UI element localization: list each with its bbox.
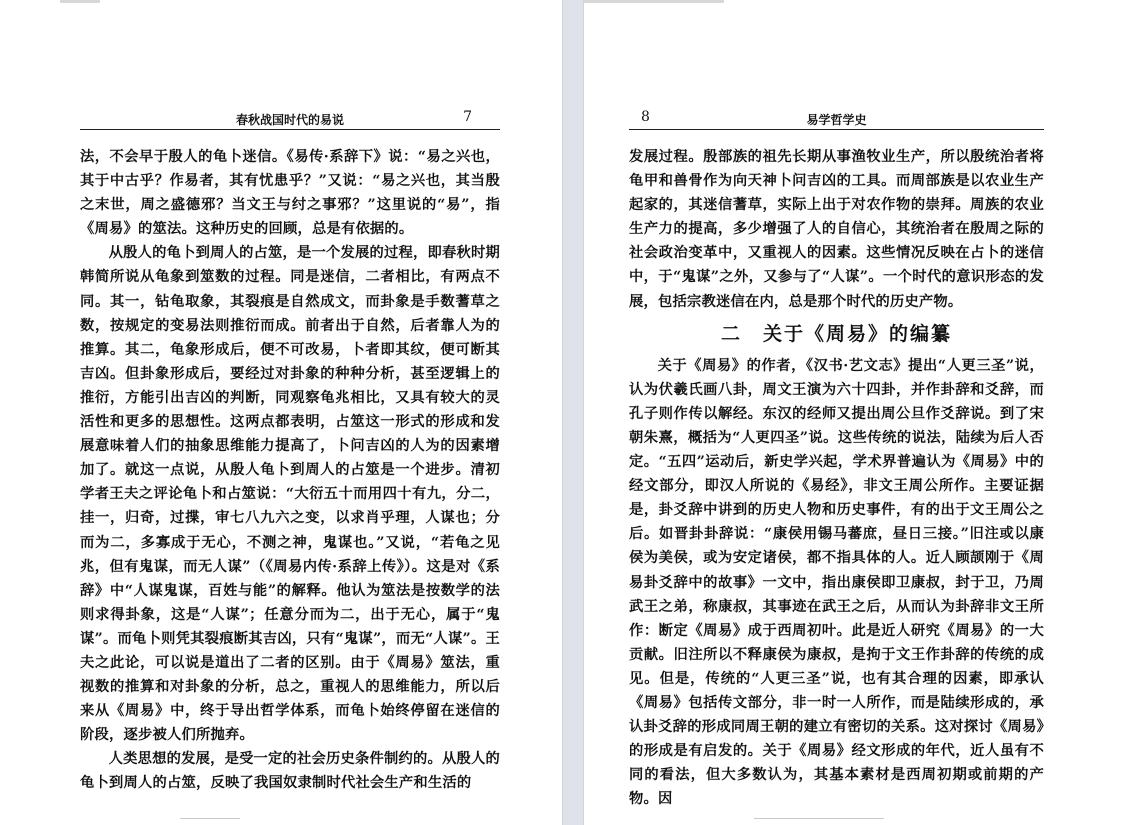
page-gutter: [562, 0, 584, 825]
right-page-header: [629, 109, 1044, 130]
right-running-title: 易学哲学史: [806, 113, 867, 127]
left-page-header: [80, 109, 500, 130]
scan-edge-mark: [584, 0, 724, 3]
scan-edge-mark: [180, 818, 240, 819]
right-page-number: 8: [641, 109, 650, 125]
paragraph: 从殷人的龟卜到周人的占筮，是一个发展的过程，即春秋时期韩简所说从龟象到筮数的过程。同是迷信，二者相比，有两点不同。其一，钻龟取象，其裂痕是自然成文，而卦象是手数蓍草之数，按规定的变易法则推衍而成。前者出于自然，后者靠人为的推算。其二，龟象形成后，便不可改易，卜者即其纹，便可断其吉凶。但卦象形成后，要经过对卦象的种种分析，甚至逻辑上的推衍，方能引出吉凶的判断，同观察龟兆相比，又具有较大的灵活性和更多的思想性。这两点都表明，占筮这一形式的形成和发展意味着人们的抽象思维能力提高了，卜问吉凶的人为的因素增加了。就这一点说，从殷人龟卜到周人的占筮是一个进步。清初学者王夫之评论龟卜和占筮说：“大衍五十而用四十有九，分二，挂一，归奇，过揲，审七八九六之变，以求肖乎理，人谋也；分而为二，多寡成于无心，不测之神，鬼谋也。”又说，“若龟之见兆，但有鬼谋，而无人谋”（《周易内传·系辞上传》）。这是对《系辞》中“人谋鬼谋，百姓与能”的解释。他认为筮法是按数学的法则求得卦象，这是“人谋”；任意分而为二，出于无心，属于“鬼谋”。而龟卜则凭其裂痕断其吉凶，只有“鬼谋”，而无“人谋”。王夫之此论，可以说是道出了二者的区别。由于《周易》筮法，重视数的推算和对卦象的分析，总之，重视人的思维能力，所以后来从《周易》中，终于导出哲学体系，而龟卜始终停留在迷信的阶段，逐步被人们所抛弃。: [80, 245, 501, 744]
right-page: [584, 0, 1143, 825]
paragraph: 人类思想的发展，是受一定的社会历史条件制约的。从殷人的龟卜到周人的占筮，反映了我国奴隶制时代社会生产和生活的: [80, 751, 501, 792]
left-page-number: 7: [463, 109, 472, 125]
paragraph: 法，不会早于殷人的龟卜迷信。《易传·系辞下》说：“易之兴也，其于中古乎？作易者，其有忧患乎？”又说：“易之兴也，其当殷之末世，周之盛德邪？当文王与纣之事邪？”这里说的“易”，指《周易》的筮法。这种历史的回顾，总是有依据的。: [80, 149, 500, 238]
left-running-title: 春秋战国时代的易说: [235, 113, 344, 127]
left-page-body: [80, 145, 500, 796]
paragraph: 发展过程。殷部族的祖先长期从事渔牧业生产，所以殷统治者将龟甲和兽骨作为向天神卜问吉凶的工具。而周部族是以农业生产起家的，其迷信蓍草，实际上出于对农作物的崇拜。周族的农业生产力的提高，多少增强了人的自信心，其统治者在殷周之际的社会政治变革中，又重视人的因素。这些情况反映在占卜的迷信中，于“鬼谋”之外，又参与了“人谋”。一个时代的意识形态的发展，包括宗教迷信在内，总是那个时代的历史产物。: [629, 149, 1044, 310]
section-heading: 二 关于《周易》的编纂: [720, 322, 952, 345]
left-page: [0, 0, 562, 825]
scan-edge-mark: [754, 818, 884, 819]
right-page-body: [629, 145, 1044, 811]
scan-edge-mark: [60, 0, 100, 3]
paragraph: 关于《周易》的作者，《汉书·艺文志》提出“人更三圣”说，认为伏羲氏画八卦，周文王演为六十四卦，并作卦辞和爻辞，而孔子则作传以解经。东汉的经师又提出周公旦作爻辞说。到了宋朝朱熹，概括为“人更四圣”说。这些传统的说法，陆续为后人否定。“五四”运动后，新史学兴起，学术界普遍认为《周易》中的经文部分，即汉人所说的《易经》，非文王周公所作。主要证据是，卦爻辞中讲到的历史人物和历史事件，有的出于文王周公之后。如晋卦卦辞说：“康侯用锡马蕃庶，昼日三接。”旧注或以康侯为美侯，或为安定诸侯，都不指具体的人。近人顾颉刚于《周易卦爻辞中的故事》一文中，指出康侯即卫康叔，封于卫，乃周武王之弟，称康叔，其事迹在武王之后，从而认为卦辞非文王所作：断定《周易》成于西周初叶。此是近人研究《周易》的一大贡献。旧注所以不释康侯为康叔，是拘于文王作卦辞的传统的成见。但是，传统的“人更三圣”说，也有其合理的因素，即承认《周易》包括传文部分，非一时一人所作，而是陆续形成的，承认卦爻辞的形成同周王朝的建立有密切的关系。这对探讨《周易》的形成是有启发的。关于《周易》经文形成的年代，近人虽有不同的看法，但大多数认为，其基本素材是西周初期或前期的产物。因: [629, 357, 1044, 808]
